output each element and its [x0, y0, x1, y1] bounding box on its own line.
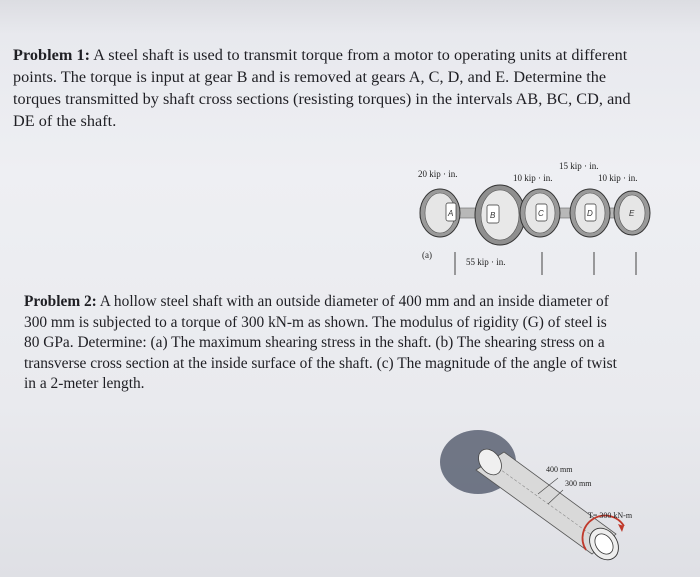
problem-2-line-2: 300 mm is subjected to a torque of 300 kN-m as shown. The modulus of rigidity (G) of steel is — [24, 313, 607, 331]
svg-text:E: E — [629, 209, 635, 218]
gear-c — [520, 189, 560, 237]
svg-text:A: A — [448, 209, 454, 218]
part-label-a: (a) — [422, 250, 432, 260]
torque-value-label: T= 300 kN-m — [588, 511, 633, 520]
problem-1-text — [13, 44, 685, 132]
outer-diameter-label: 400 mm — [546, 465, 573, 474]
problem-2-line-5: in a 2-meter length. — [24, 375, 145, 392]
torque-label-b: 55 kip · in. — [466, 257, 506, 267]
gear-a — [420, 189, 460, 237]
problem-1-line-2: points. The torque is input at gear B and is removed at gears A, C, D, and E. Determine the — [13, 68, 607, 86]
gear-shaft-figure — [400, 155, 660, 280]
svg-text:B: B — [490, 211, 496, 220]
inner-diameter-label: 300 mm — [565, 479, 592, 488]
hollow-shaft-figure — [428, 422, 678, 572]
problem-2-line-3: 80 GPa. Determine: (a) The maximum shearing stress in the shaft. (b) The shearing stress on a — [24, 334, 605, 351]
gear-d — [570, 189, 610, 237]
problem-1-line-4: DE of the shaft. — [13, 112, 117, 130]
svg-text:D: D — [587, 209, 593, 218]
gear-b — [475, 185, 525, 245]
problem-2-line-1: Problem 2: A hollow steel shaft with an outside diameter of 400 mm and an inside diameter of — [24, 293, 609, 310]
svg-text:C: C — [538, 209, 544, 218]
problem-2-line-4: transverse cross section at the inside surface of the shaft. (c) The magnitude of the angle of twist — [24, 354, 617, 372]
torque-label-c: 10 kip · in. — [513, 173, 553, 183]
torque-label-e: 10 kip · in. — [598, 173, 638, 183]
torque-label-d: 15 kip · in. — [559, 161, 599, 171]
problem-2-heading: Problem 2: — [24, 293, 97, 310]
problem-1-heading: Problem 1: — [13, 46, 91, 64]
problem-1-line-3: torques transmitted by shaft cross sections (resisting torques) in the intervals AB, BC, CD, and — [13, 90, 631, 108]
torque-label-a: 20 kip · in. — [418, 169, 458, 179]
problem-1-line-1: Problem 1: A steel shaft is used to transmit torque from a motor to operating units at different — [13, 46, 628, 64]
problem-2-text — [24, 292, 674, 395]
gear-e — [614, 191, 650, 235]
